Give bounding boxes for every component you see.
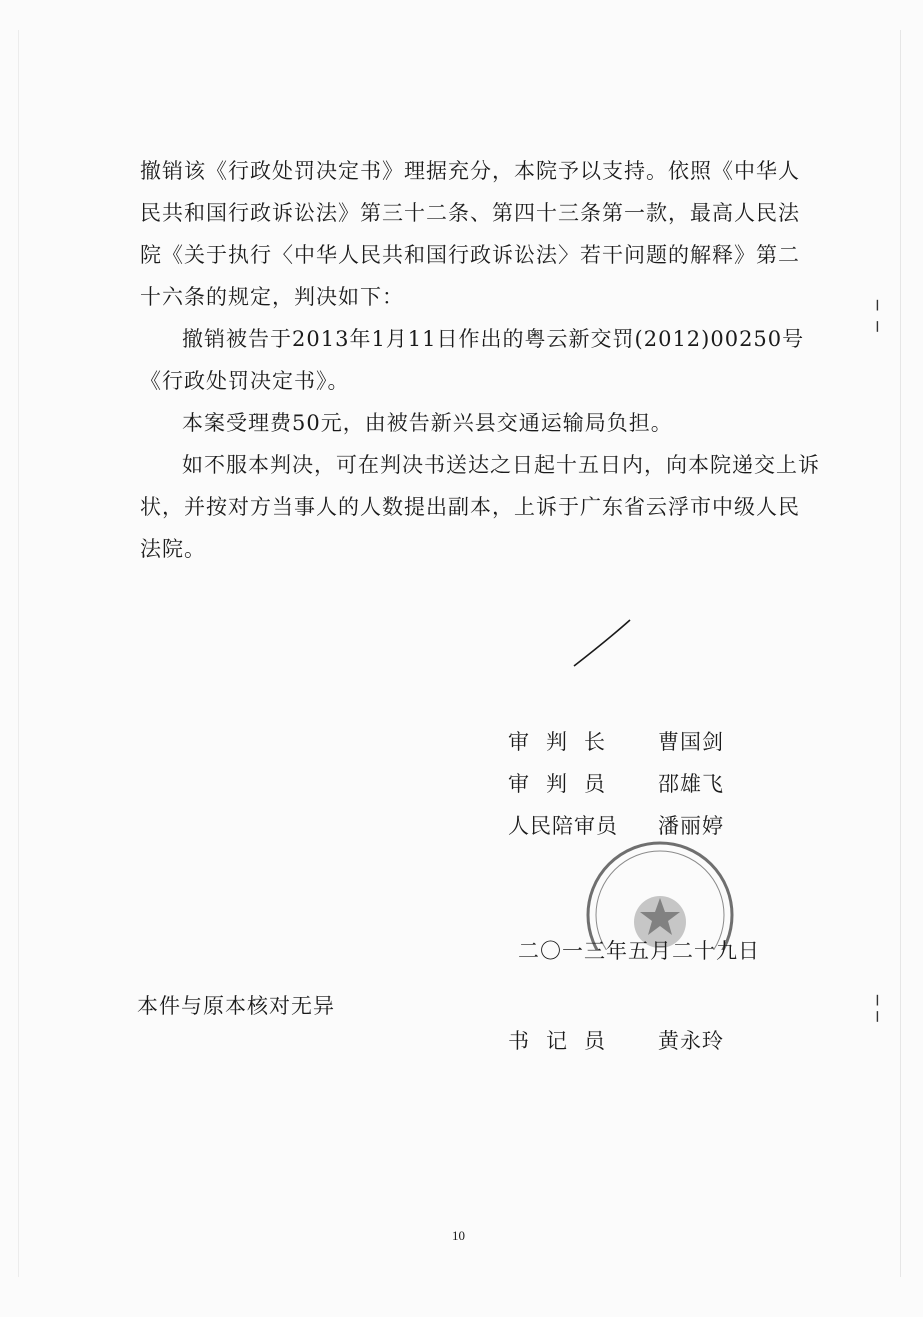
- judgment-body: [140, 150, 820, 570]
- margin-mark: ╷: [872, 985, 883, 1005]
- signature-row: [508, 763, 724, 805]
- page-number: 10: [452, 1228, 465, 1243]
- signature-role: 审判长: [508, 730, 622, 754]
- clerk-signature: [508, 1025, 724, 1055]
- signature-role: 人民陪审员: [508, 814, 618, 838]
- margin-mark: ╵: [872, 322, 883, 342]
- paragraph-ruling: 撤销被告于2013年1月11日作出的粤云新交罚(2012)00250号《行政处罚决定书》。: [140, 327, 805, 393]
- signature-block: [508, 721, 724, 847]
- paragraph-fee: 本案受理费50元，由被告新兴县交通运输局负担。: [182, 411, 673, 435]
- verification-note: 本件与原本核对无异: [137, 994, 335, 1018]
- signature-row: [508, 721, 724, 763]
- paragraph-appeal: 如不服本判决，可在判决书送达之日起十五日内，向本院递交上诉状，并按对方当事人的人数提出副本，上诉于广东省云浮市中级人民法院。: [140, 453, 820, 561]
- judgment-date: 二〇一三年五月二十九日: [518, 939, 760, 963]
- signature-name: 曹国剑: [658, 730, 724, 754]
- signature-name: 邵雄飞: [658, 772, 724, 796]
- signature-stroke-icon: [572, 618, 632, 668]
- clerk-role: 书记员: [508, 1029, 622, 1053]
- court-seal-icon: [585, 830, 735, 950]
- paragraph-reasoning: 撤销该《行政处罚决定书》理据充分，本院予以支持。依照《中华人民共和国行政诉讼法》第三十二条、第四十三条第一款，最高人民法院《关于执行〈中华人民共和国行政诉讼法〉若干问题的解释》第二十六条的规定，判决如下：: [140, 159, 800, 309]
- margin-mark: ╷: [872, 290, 883, 310]
- margin-mark: ╵: [872, 1012, 883, 1032]
- clerk-name: 黄永玲: [658, 1029, 724, 1053]
- signature-role: 审判员: [508, 772, 622, 796]
- signature-name: 潘丽婷: [658, 814, 724, 838]
